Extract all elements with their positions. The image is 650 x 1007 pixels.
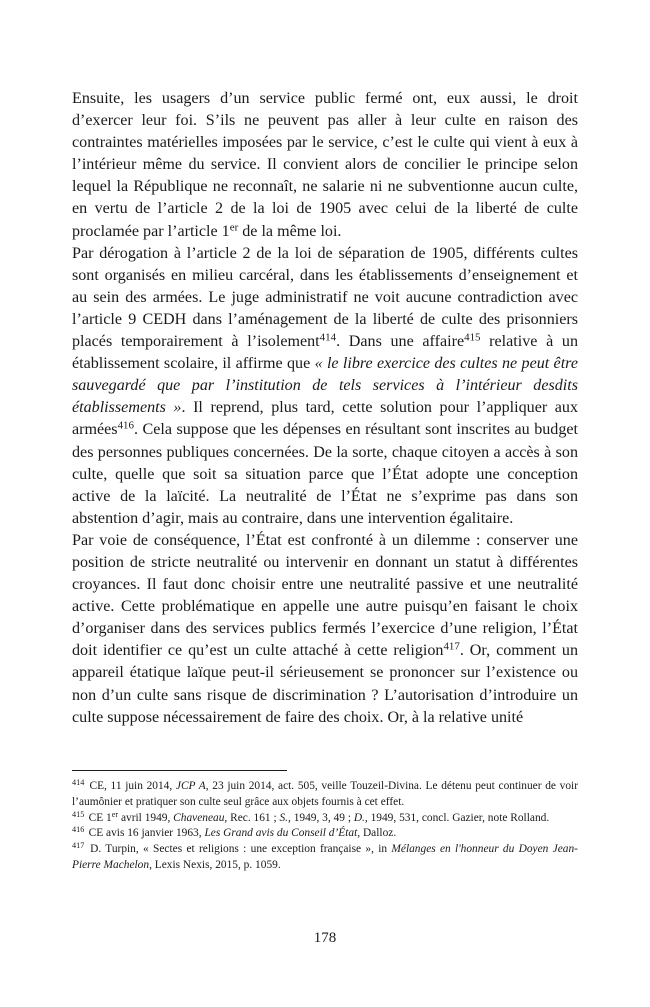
ordinal-suffix: er xyxy=(111,809,119,819)
text-run: , 23 juin 2014, act. 505, veille Touzeil-Divina. Le détenu peut continuer de voir l’aumônier et pratiquer son culte seul grâce aux objets fournis à cet effet. xyxy=(72,780,578,808)
footnotes-section xyxy=(72,770,578,874)
footnote-number-417[interactable]: 417 xyxy=(72,841,85,851)
text-run: CE avis 16 janvier 1963, xyxy=(88,827,205,840)
footnote-number-416[interactable]: 416 xyxy=(72,825,85,835)
footnote-separator-rule xyxy=(72,770,287,771)
footnote-reference-415[interactable]: 415 xyxy=(464,331,481,344)
text-run: Par voie de conséquence, l’État est confronté à un dilemme : conserver une position de stricte neutralité ou intervenir en donnant un statut à différentes croyances. Il faut donc choisir entre une neutralité passive et une neutralité active. Cette problématique en appelle une autre puisqu’en faisant le choix d’organiser dans des services publics fermés l’exercice d’une religion, l’État doit identifier ce qu’est un culte attaché à cette religion xyxy=(72,531,578,660)
page-number: 178 xyxy=(313,930,337,946)
footnote-number-415[interactable]: 415 xyxy=(72,809,85,819)
text-run: Rec. 161 ; xyxy=(227,811,280,824)
body-paragraph xyxy=(72,530,578,729)
footnote-title-italic: S., xyxy=(279,811,291,824)
text-run: . Cela suppose que les dépenses en résultant sont inscrites au budget des personnes publiques concernées. De la sorte, chaque citoyen a accès à son culte, quelle que soit sa situation parce que l’État adopte une conception active de la laïcité. La neutralité de l’État ne s’exprime pas dans son abstention d’agir, mais au contraire, dans une intervention égalitaire. xyxy=(72,421,578,527)
body-paragraph xyxy=(72,88,578,243)
footnote-reference-414[interactable]: 414 xyxy=(319,331,337,344)
block-quote-italic: « le libre exercice des cultes ne peut être sauvegardé que par l’institution de tels services à l’intérieur desdits établissements » xyxy=(72,355,578,417)
ordinal-suffix: er xyxy=(229,221,239,234)
footnote-entry-416 xyxy=(72,826,578,842)
page-content-area xyxy=(72,88,578,729)
text-run: D. Turpin, « Sectes et religions : une exception française », in xyxy=(90,843,392,856)
footnote-entry-417 xyxy=(72,842,578,874)
footnote-entry-414 xyxy=(72,779,578,811)
text-run: de la même loi. xyxy=(238,222,342,240)
text-run: . Il reprend, plus tard, cette solution pour l’appliquer aux armées xyxy=(72,399,579,439)
footnote-number-414[interactable]: 414 xyxy=(72,777,85,787)
text-run: 1949, 531, concl. Gazier, note Rolland. xyxy=(367,811,550,824)
footnote-reference-416[interactable]: 416 xyxy=(117,419,134,432)
footnote-title-italic: JCP A xyxy=(175,780,206,792)
text-run: Ensuite, les usagers d’un service public fermé ont, eux aussi, le droit d’exercer leur foi. S’ils ne peuvent pas aller à leur culte en raison des contraintes matérielles imposées par le service, c’est le culte qui vient à eux à l’intérieur même du service. Il convient alors de concilier le principe selon lequel la République ne reconnaît, ne salarie ni ne subventionne aucun culte, en vertu de l’article 2 de la loi de 1905 avec celui de la liberté de culte proclamée par l’article 1 xyxy=(72,90,578,240)
text-run: CE, 11 juin 2014, xyxy=(89,780,176,792)
text-run: 1949, 3, 49 ; xyxy=(290,811,354,824)
text-run: relative à un établissement scolaire, il affirme que xyxy=(72,333,578,373)
body-text-block xyxy=(72,88,578,729)
body-paragraph xyxy=(72,243,578,530)
footnote-title-italic: Les Grand avis du Conseil d’État, xyxy=(204,827,361,840)
text-run: Par dérogation à l’article 2 de la loi de séparation de 1905, différents cultes sont organisés en milieu carcéral, dans les établissements d’enseignement et au sein des armées. Le juge administratif ne voit aucune contradiction avec l’article 9 CEDH dans l’aménagement de la liberté de culte des prisonniers placés temporairement à l’isolement xyxy=(72,244,578,351)
footnote-list xyxy=(72,779,578,874)
footnote-title-italic: D., xyxy=(353,811,368,824)
text-run: CE 1 xyxy=(88,811,112,824)
text-run: avril 1949, xyxy=(118,811,174,824)
footnote-title-italic: Chaveneau, xyxy=(173,811,228,824)
footnote-reference-417[interactable]: 417 xyxy=(443,640,460,653)
text-run: Dalloz. xyxy=(360,827,397,840)
footnote-entry-415 xyxy=(72,811,578,827)
text-run: Lexis Nexis, 2015, p. 1059. xyxy=(151,858,281,871)
footnote-title-italic: Mélanges en l'honneur du Doyen Jean-Pierre Machelon, xyxy=(72,843,578,871)
text-run: . Dans une affaire xyxy=(336,333,465,351)
text-run: . Or, comment un appareil étatique laïque peut-il sérieusement se prononcer sur l’existence ou non d’un culte sans risque de discrimination ? L’autorisation d’introduire un culte suppose nécessairement de faire des choix. Or, à la relative unité xyxy=(72,642,578,726)
